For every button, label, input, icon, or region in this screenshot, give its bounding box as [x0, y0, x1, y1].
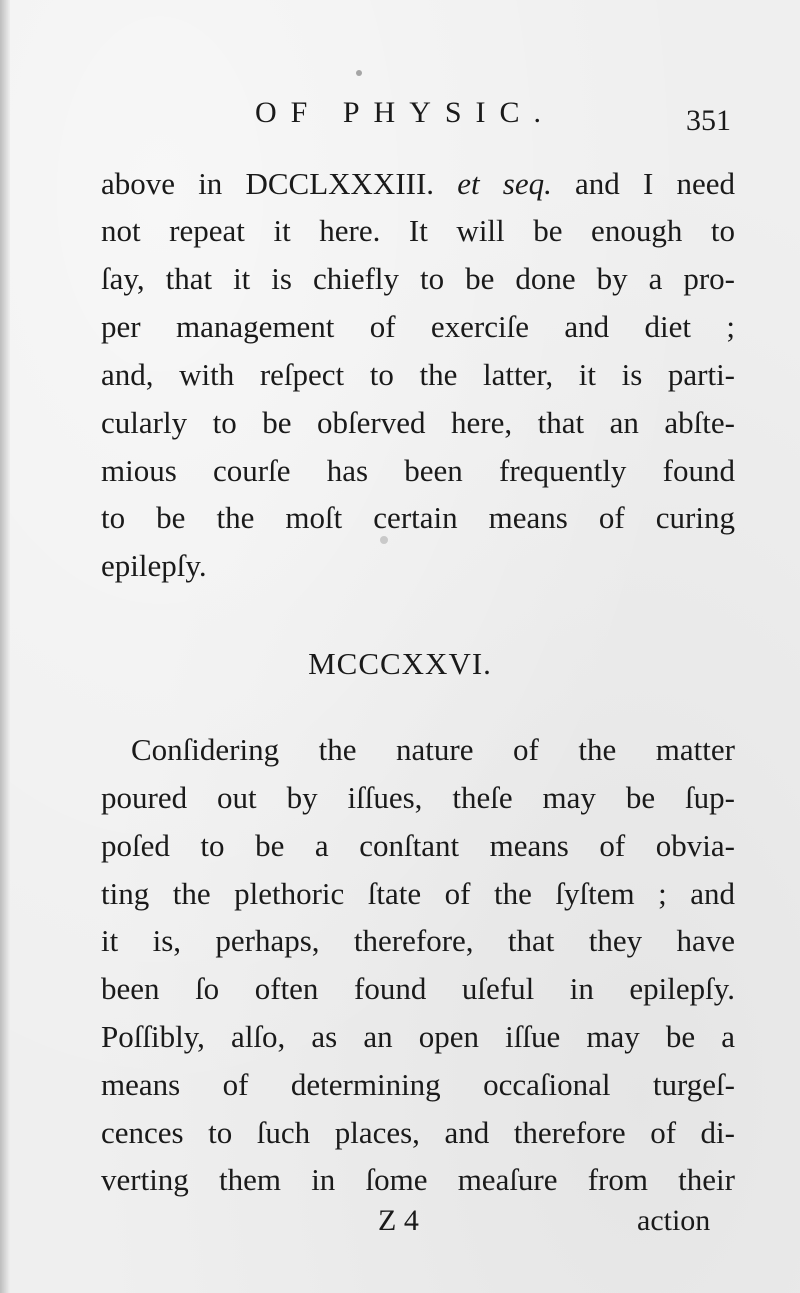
text-line: epilepſy. — [101, 548, 207, 583]
text-line: it is, perhaps, therefore, that they have — [101, 923, 735, 958]
text-line: mious courſe has been frequently found — [101, 453, 735, 488]
text-line: means of determining occaſional turgeſ- — [101, 1067, 735, 1102]
ink-speck — [380, 536, 388, 544]
section-heading: MCCCXXVI. — [308, 646, 492, 681]
page-number: 351 — [686, 104, 731, 137]
text-line: and, with reſpect to the latter, it is parti- — [101, 357, 735, 392]
text-line: cences to ſuch places, and therefore of di- — [101, 1115, 735, 1150]
text-line: Conſidering the nature of the matter — [131, 732, 735, 767]
text-line: per management of exerciſe and diet ; — [101, 309, 735, 344]
text-segment: and I need — [551, 166, 735, 201]
text-segment: above in DCCLXXXIII. — [101, 166, 458, 201]
catchword: action — [637, 1204, 711, 1237]
text-line: ſay, that it is chiefly to be done by a pro- — [101, 261, 735, 296]
signature-mark: Z 4 — [378, 1204, 419, 1237]
text-line: to be the moſt certain means of curing — [101, 500, 735, 535]
running-title: OF PHYSIC. — [255, 96, 556, 129]
text-line — [101, 164, 735, 204]
ink-speck — [356, 70, 362, 76]
text-line: not repeat it here. It will be enough to — [101, 213, 735, 248]
text-line: been ſo often found uſeful in epilepſy. — [101, 971, 735, 1006]
text-line: cularly to be obſerved here, that an abſte- — [101, 405, 735, 440]
text-line: ting the plethoric ſtate of the ſyſtem ; and — [101, 876, 735, 911]
text-line: poured out by iſſues, theſe may be ſup- — [101, 780, 735, 815]
text-line: poſed to be a conſtant means of obvia- — [101, 828, 735, 863]
text-line: verting them in ſome meaſure from their — [101, 1162, 735, 1197]
text-line: Poſſibly, alſo, as an open iſſue may be a — [101, 1019, 735, 1054]
italic-abbreviation: et seq. — [457, 166, 552, 201]
